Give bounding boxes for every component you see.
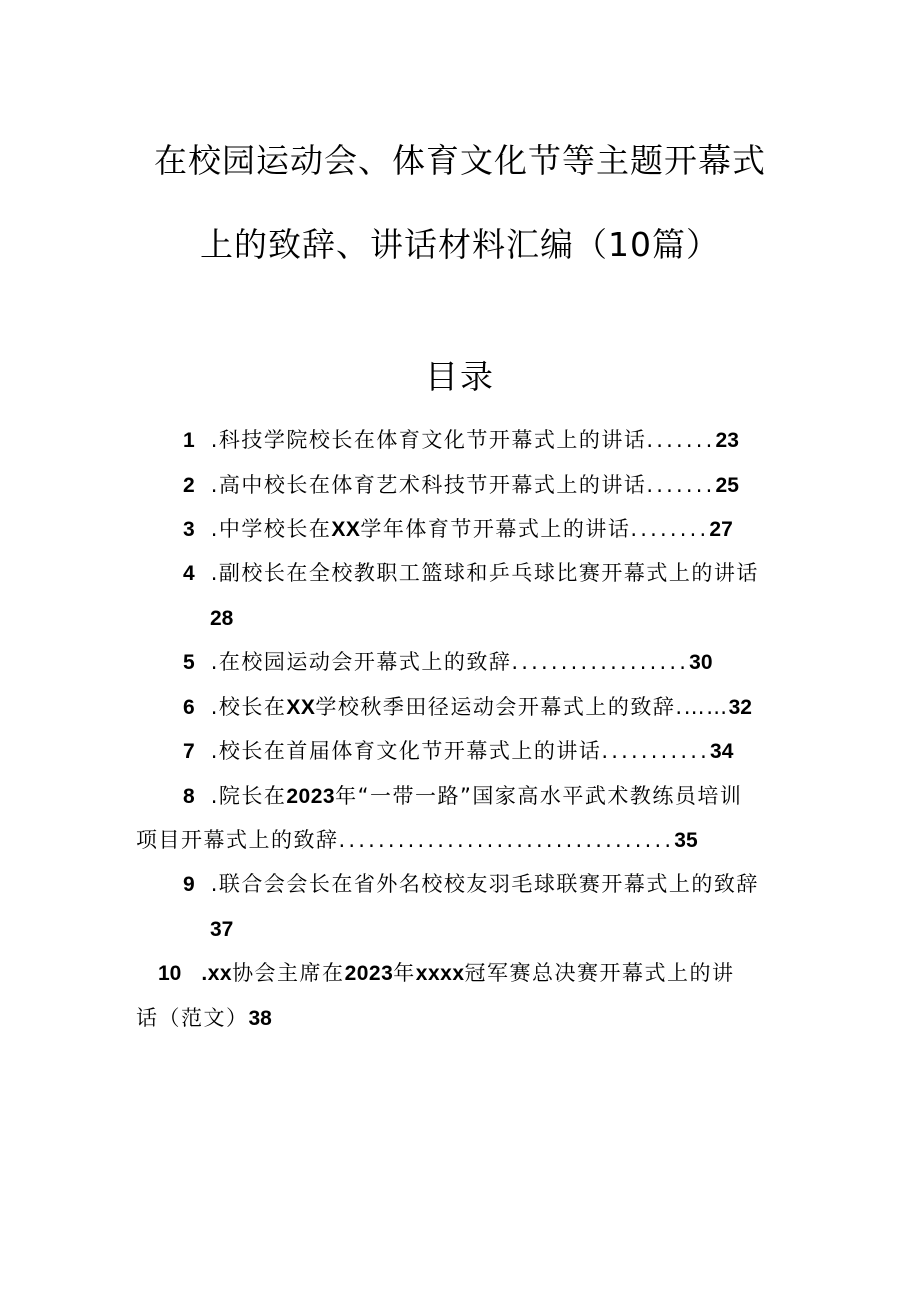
toc-item-number: 2 <box>183 474 195 497</box>
toc-item-page: 32 <box>728 696 752 719</box>
toc-item-title-part: 冠军赛总决赛开幕式上的讲 <box>464 961 735 985</box>
toc-item-4[interactable] <box>183 558 759 589</box>
toc-item-leader: …… <box>683 695 729 719</box>
toc-item-title: .联合会会长在省外名校校友羽毛球联赛开幕式上的致辞 <box>210 872 759 896</box>
toc-item-number: 4 <box>183 562 195 585</box>
toc-item-page: 38 <box>248 1007 272 1030</box>
toc-item-10-continued[interactable] <box>136 1003 272 1034</box>
toc-item-10[interactable] <box>158 958 735 989</box>
toc-item-title-part: .中学校长在 <box>210 517 332 541</box>
toc-item-6[interactable] <box>183 692 752 723</box>
toc-item-number: 7 <box>183 740 195 763</box>
toc-item-8[interactable] <box>183 781 742 812</box>
toc-item-leader: ........ <box>630 517 710 541</box>
toc-item-title-part: XX <box>286 696 316 719</box>
toc-item-page: 23 <box>715 429 739 452</box>
toc-item-title-part: 年 <box>393 961 416 985</box>
toc-item-number: 6 <box>183 696 195 719</box>
toc-heading: 目录 <box>425 357 495 396</box>
toc-item-3[interactable] <box>183 514 733 545</box>
toc-item-title: .在校园运动会开幕式上的致辞 <box>210 650 512 674</box>
toc-item-leader: .................................. <box>338 828 675 852</box>
toc-item-title-part: 学年体育节开幕式上的讲话 <box>360 517 631 541</box>
toc-item-title-part: 学校秋季田径运动会开幕式上的致辞. <box>315 695 684 719</box>
toc-item-2[interactable] <box>183 470 739 501</box>
toc-item-leader: ........... <box>601 739 711 763</box>
toc-item-number: 5 <box>183 651 195 674</box>
toc-item-title-part: .xx <box>201 962 233 985</box>
toc-item-title-part: .院长在 <box>210 784 287 808</box>
toc-item-title: .高中校长在体育艺术科技节开幕式上的讲话 <box>210 473 647 497</box>
document-title-line-2: 上的致辞、讲话材料汇编（10篇） <box>200 225 720 264</box>
toc-item-title: .副校长在全校教职工篮球和乒乓球比赛开幕式上的讲话 <box>210 561 759 585</box>
toc-item-title-part: 话（范文） <box>136 1006 249 1030</box>
toc-item-page: 28 <box>210 607 234 630</box>
toc-item-page: 35 <box>674 829 698 852</box>
toc-item-title-part: .校长在 <box>210 695 287 719</box>
document-title-line-1: 在校园运动会、体育文化节等主题开幕式 <box>154 141 766 180</box>
toc-item-9[interactable] <box>183 869 759 900</box>
toc-item-1[interactable] <box>183 425 739 456</box>
toc-item-4-page-line[interactable] <box>210 603 233 634</box>
toc-item-5[interactable] <box>183 647 713 678</box>
toc-item-title-part: 2023 <box>286 785 336 808</box>
toc-item-number: 10 <box>158 962 182 985</box>
toc-item-page: 25 <box>715 474 739 497</box>
toc-item-number: 3 <box>183 518 195 541</box>
toc-item-title: .科技学院校长在体育文化节开幕式上的讲话 <box>210 428 647 452</box>
toc-item-title-part: 2023 <box>344 962 394 985</box>
toc-item-leader: ....... <box>646 428 716 452</box>
toc-item-title-part: xxxx <box>415 962 465 985</box>
toc-item-7[interactable] <box>183 736 733 767</box>
toc-item-title-part: 协会主席在 <box>232 961 345 985</box>
toc-item-leader: ....... <box>646 473 716 497</box>
toc-item-9-page-line[interactable] <box>210 914 233 945</box>
toc-item-title-part: 年“一带一路”国家高水平武术教练员培训 <box>335 784 743 808</box>
toc-item-number: 8 <box>183 785 195 808</box>
toc-item-page: 30 <box>689 651 713 674</box>
toc-item-title-part: XX <box>331 518 361 541</box>
toc-item-number: 1 <box>183 429 195 452</box>
toc-item-page: 37 <box>210 918 234 941</box>
toc-item-page: 34 <box>710 740 734 763</box>
toc-item-number: 9 <box>183 873 195 896</box>
toc-item-title: .校长在首届体育文化节开幕式上的讲话 <box>210 739 602 763</box>
toc-item-8-continued[interactable] <box>136 825 698 856</box>
toc-item-title-part: 项目开幕式上的致辞 <box>136 828 339 852</box>
toc-item-leader: .................. <box>511 650 690 674</box>
toc-item-page: 27 <box>709 518 733 541</box>
